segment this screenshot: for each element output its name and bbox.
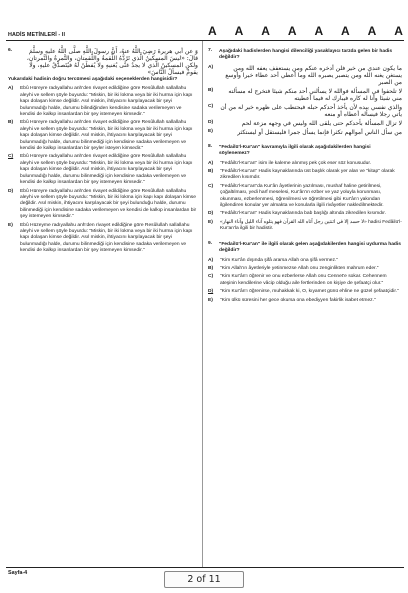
answer-letter: A	[287, 24, 297, 38]
option-e[interactable]	[208, 129, 402, 136]
question-number: 8.	[208, 143, 213, 149]
question-number: 9.	[208, 240, 213, 246]
option-c[interactable]	[208, 104, 402, 118]
option-label: A)	[208, 257, 214, 263]
answer-letter: A	[261, 24, 270, 38]
option-b[interactable]	[8, 120, 198, 152]
question-stem: Yukarıdaki hadisin doğru tercümesi aşağıdaki seçeneklerden hangisidir?	[8, 77, 178, 82]
answer-letter: A	[208, 24, 217, 38]
answer-letter: A	[341, 24, 350, 38]
option-text: "Kim Kur'ân dışında şifâ ararsa Allah ona şifâ vermez."	[220, 257, 339, 263]
option-text: "Kim Kur'ân'ı öğrenir ve onu ezberlerse Allah onu Cennet'e sokar. Cehennem ateşinin kendilerine vâcip olduğu aile fertlerinden on kişiye de şefaatçi olur."	[220, 274, 387, 286]
answer-letter: A	[314, 24, 324, 38]
answer-letter: A	[394, 24, 403, 38]
option-label: B)	[208, 169, 214, 175]
option-label: D)	[208, 119, 214, 125]
question-stem: Aşağıdaki hadislerden hangisi dilenciliği yasaklayıcı tarzda gelen bir hadis değildir?	[219, 49, 393, 61]
running-title: HADİS METİNLERİ - II	[8, 32, 66, 38]
option-text: لا تزال المسألة بأحدكم حتى يلقى الله وليس في وجهه مزعة لحم	[241, 119, 402, 127]
option-text: Ebû Hüzeyme radıyallahu anh'den rivayet edildiğine göre Resûlullah sallallahu aleyhi ve sellem şöyle buyurdu: "Miskin, bir iki lokma veya bir iki hurma için kapı kapı dolaşan kimse değildir. Asıl miskin, ihtiyacını karşılayacak bir şeyi bulunmadığı halde, durumu bilinmediği için kendisine sadaka verilemeyen ve kendisi de kalkıp insanlardan bir şey istemeyen kimsedir."	[20, 222, 193, 254]
question-9	[208, 241, 402, 304]
option-text: Ebû Hüreyre radıyallahu anh'den rivayet edildiğine göre Resûlullah sallallahu aleyhi ve sellem şöyle buyurdu: "Miskin, bir iki lokma veya bir iki hurma için kapı kapı dolaşan kimse değildir. Asıl miskin, ihtiyacını karşılayacak bir şeyi bulunmadığı halde, durumu bilinmediği için kendisine sadaka verilemeyen ve kendisi de kalkıp insanlardan bir şeyler isteyen kimsedir."	[20, 120, 193, 152]
option-label: A)	[208, 64, 214, 70]
option-e[interactable]	[208, 220, 402, 233]
option-text: Ebû Hüreyre radıyallahu anh'den rivayet edildiğine göre Resûlullah sallallahu aleyhi ve sellem şöyle buyurdu: "Miskin, bir iki lokma için kapı kapı dolaşan kimse değildir. Asıl miskin, ihtiyacını karşılayacak bir şeyi bulunduğu halde, durumu bilinmediği için kendisine sadaka verilemeyen ve kendisi de kalkıp insanlardan bir şey istemeyen kimsedir."	[20, 188, 197, 220]
option-a[interactable]	[8, 86, 198, 118]
option-text: "Fedâilü'l-Kur'an" Hadis kaynaklarında bab başlığı altında zikredilen kısımdır.	[220, 211, 386, 217]
page-label: Sayfa-4	[8, 570, 28, 576]
option-d[interactable]	[8, 189, 198, 221]
option-text: "Kim ülkü süresini her gece okursa ona ebediyyen fakirlik isabet etmez."	[220, 297, 376, 303]
option-text: لا تلحفوا في المسألة فوالله لا يسألني أحد منكم شيئا فتخرج له مسألته مني شيئا وأنا له كاره فيبارك له فيما أعطيته	[228, 87, 402, 102]
question-7	[208, 48, 402, 136]
header-rule	[6, 40, 404, 41]
option-label: B)	[208, 87, 214, 93]
option-label: B)	[8, 120, 14, 126]
left-column	[8, 48, 198, 263]
answer-letters-row	[208, 24, 403, 38]
option-label: B)	[208, 265, 214, 271]
option-c[interactable]	[208, 274, 402, 287]
option-a[interactable]	[208, 258, 402, 264]
page-counter[interactable]: 2 of 11	[164, 571, 244, 588]
option-d[interactable]	[208, 289, 402, 295]
option-text: ما يكون عندي من خير فلن أدخره عنكم ومن يستعفف يعفه الله ومن يستغن يغنه الله ومن يتصبر يصبره الله وما أعطي أحد عطاء خيرا وأوسع من الصبر	[225, 64, 402, 86]
option-label: C)	[208, 274, 214, 280]
option-label: D)	[208, 289, 214, 295]
option-label: A)	[8, 86, 14, 92]
option-a[interactable]	[208, 65, 402, 86]
question-8	[208, 144, 402, 233]
option-label: C)	[8, 154, 14, 160]
option-label: D)	[8, 188, 14, 194]
option-text: "Kim Kur'ân'ı öğrenirse, muhakkak ki, O, kıyamet günü ehline ne güzel şefaatçidir."	[220, 289, 399, 295]
option-d[interactable]	[208, 120, 402, 127]
question-stem: "Fedailü'l-Kur'an" ile ilgili olarak gelen aşağıdakilerden hangisi uydurma hadis değildir?	[219, 241, 401, 254]
option-label: E)	[208, 297, 213, 303]
option-text: «لا حسد إلا في اثنتين رجل آتاه الله القرآن فهو يتلوه آناء الليل وآناء النهار» hadisi Fedâilü'l-Kur'an'la ilgili bir hadistir.	[220, 219, 402, 232]
footer-rule	[6, 567, 404, 568]
answer-letter: A	[367, 24, 377, 38]
question-number: 7.	[208, 48, 213, 53]
option-text: "Fedâilü'l-Kur'an" isim ile kaleme alınmış pek çok eser söz konusudur.	[220, 160, 372, 166]
option-text: "Fedâilü'l-Kur'an"da Kur'ân âyetlerinin yazılması, mushaf haline getirilmesi, çoğaltılması, yedi harf meselesi, Kur'ân'ın ezber ve yaz yoluyla korunması, okunması, ezberlenmesi, öğrenilmesi ve öğretilmesi gibi Kur'ân'ı yakından ilgilendiren konular yer almakta ve konularla ilgili rivâyetler nakledilmektedir.	[220, 183, 384, 209]
option-label: A)	[208, 160, 214, 166]
option-text: والذي نفسي بيده لأن يأخذ أحدكم حبله فيحتطب على ظهره خير له من أن يأتي رجلا فيسأله أعطاه أو منعه	[220, 103, 402, 118]
option-text: Ebû Hüreyre radıyallahu anh'den rivayet edildiğine göre Resûlullah sallallahu aleyhi ve sellem şöyle buyurdu: "Miskin, bir iki lokma veya bir iki hurma için kapı kapı dolaşan kimse değildir. Asıl miskin, ihtiyacını karşılayacak bir şeyi bulunmadığı halde, durumu bilindiğinden kendisine sadaka verilemeyen ve kendisi de kalkıp insanlardan bir şey istemeyen kimsedir."	[20, 86, 193, 118]
option-label: E)	[208, 219, 213, 225]
option-d[interactable]	[208, 211, 402, 217]
option-label: D)	[208, 211, 214, 217]
option-e[interactable]	[8, 223, 198, 255]
option-text: "Kim Allah'ın âyetleriyle yetinmezse Allah onu zenginlikten mahrum eder."	[220, 265, 379, 271]
question-6	[8, 48, 198, 255]
option-c[interactable]	[8, 154, 198, 186]
option-b[interactable]	[208, 88, 402, 102]
question-stem: "Fedailü'l-Kur'an" kavramıyla ilgili olarak aşağıdakilerden hangisi söylenemez?	[219, 144, 371, 157]
option-text: "Fedâilü'l-Kur'an" Hadis kaynaklarında üst başlık olarak yer alan ve "kitap" olarak zikredilen kısımdır.	[220, 169, 395, 181]
right-column	[208, 48, 402, 312]
option-label: E)	[8, 222, 13, 228]
option-b[interactable]	[208, 169, 402, 182]
answer-letter: A	[234, 24, 244, 38]
option-text: Ebû Hüreyre radıyallahu anh'den rivayet edildiğine göre Resûlullah sallallahu aleyhi ve sellem şöyle buyurdu: "Miskin, bir iki lokma veya bir iki hurma için kapı kapı dolaşan kimse değildir. Asıl miskin, ihtiyacını karşılayacak bir şeyi bulunmadığı halde, durumu bilinmediği için kendisine sadaka verilemeyen ve kendisi de kalkıp insanlardan bir şey istemeyen kimsedir."	[20, 154, 193, 186]
option-a[interactable]	[208, 161, 402, 167]
option-label: C)	[208, 103, 214, 109]
option-c[interactable]	[208, 184, 402, 210]
option-e[interactable]	[208, 298, 402, 304]
option-label: C)	[208, 183, 214, 189]
question-number: 6.	[8, 48, 13, 53]
option-text: من سأل الناس أموالهم تكثرا فإنما يسأل جمرا فليستقل أو ليستكثر	[237, 128, 402, 136]
column-divider	[202, 41, 203, 567]
option-label: E)	[208, 128, 213, 134]
option-b[interactable]	[208, 266, 402, 272]
hadith-arabic-text: وَ عن أبي هريرةَ رَضِيَ اللَّهُ عنهُ، أَنَّ رسولَ اللَّهِ صلَّى اللَّهُ عليهِ وسلَّمَ قالَ: «ليسَ المسكينُ الَّذي تَرُدُّهُ اللُّقمةُ واللُّقمتانِ، والتَّمرةُ والتَّمرتانِ، ولكنِ المسكينُ الَّذي لا يجدُ غنًى يُغنيهِ ولا يُفطَنُ لهُ فيُتَصدَّقُ عليهِ، ولا يقومُ فيسألُ النَّاسَ»	[26, 48, 198, 76]
